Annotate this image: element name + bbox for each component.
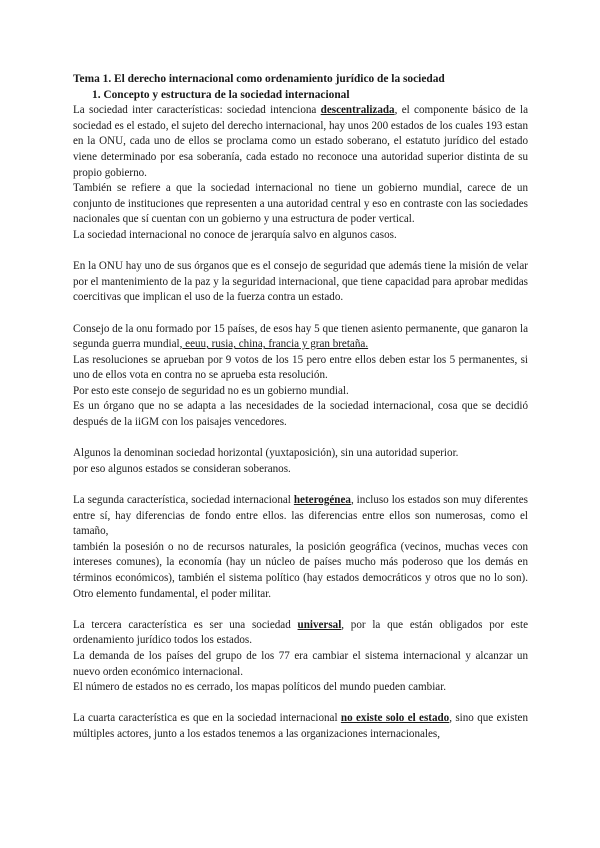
keyword-universal: universal bbox=[297, 618, 342, 631]
keyword-heterogenea: heterogénea bbox=[293, 494, 351, 507]
paragraph-universal bbox=[73, 618, 528, 649]
paragraph-gap bbox=[73, 244, 528, 260]
text-segment: La cuarta característica es que en la sociedad internacional bbox=[73, 712, 341, 725]
paragraph-consejo bbox=[73, 322, 528, 353]
text-segment: La sociedad inter características: sociedad intenciona bbox=[73, 104, 321, 117]
paragraph-gap bbox=[73, 306, 528, 322]
paragraph: En la ONU hay uno de sus órganos que es el consejo de seguridad que además tiene la misión de velar por el mantenimiento de la paz y la seguridad internacional, que tiene capacidad para aprobar medidas coercitivas que implican el uso de la fuerza contra un estado. bbox=[73, 260, 528, 304]
paragraph-heterogenea bbox=[73, 493, 528, 540]
paragraph-gap bbox=[73, 602, 528, 618]
paragraph-descentralizada bbox=[73, 103, 528, 181]
paragraph: La sociedad internacional no conoce de jerarquía salvo en algunos casos. bbox=[73, 228, 397, 241]
paragraph: Algunos la denominan sociedad horizontal (yuxtaposición), sin una autoridad superior. bbox=[73, 447, 459, 460]
paragraph: Las resoluciones se aprueban por 9 votos de los 15 pero entre ellos deben estar los 5 permanentes, si uno de ellos vota en contra no se aprueba esta resolución. bbox=[73, 353, 528, 382]
paragraph: Por esto este consejo de seguridad no es un gobierno mundial. bbox=[73, 384, 349, 397]
paragraph: También se refiere a que la sociedad internacional no tiene un gobierno mundial, carece de un conjunto de instituciones que representen a una autoridad central y eso en contraste con las sociedades nacionales que sí cuentan con un gobierno y una estructura de poder vertical. bbox=[73, 182, 528, 226]
text-segment: , el componente básico de la sociedad es el estado, el sujeto del derecho internacional, hay unos 200 estados de los cuales 193 estan en la ONU, cada uno de ellos se proclama como un estado soberano, el estatuto jurídico del estado viene determinado por esa soberanía, cada estado no reconoce una autoridad superior distinta de su propio gobierno. bbox=[73, 104, 529, 179]
keyword-descentralizada: descentralizada bbox=[320, 104, 395, 117]
text-segment: , sino que existen múltiples actores, junto a los estados tenemos a las organizaciones internacionales, bbox=[73, 712, 528, 740]
paragraph: por eso algunos estados se consideran soberanos. bbox=[73, 462, 291, 475]
paragraph-gap bbox=[73, 696, 528, 712]
paragraph-gap bbox=[73, 477, 528, 493]
paragraph: La demanda de los países del grupo de los 77 era cambiar el sistema internacional y alcanzar un nuevo orden económico internacional. bbox=[73, 649, 528, 678]
document-body bbox=[73, 72, 528, 743]
text-segment: La tercera característica es ser una sociedad bbox=[73, 618, 298, 631]
keyword-no-existe-solo-el-estado: no existe solo el estado bbox=[340, 712, 450, 725]
document-title: Tema 1. El derecho internacional como ordenamiento jurídico de la sociedad bbox=[73, 73, 445, 85]
text-segment: , por la que están obligados por este ordenamiento jurídico todos los estados. bbox=[73, 618, 528, 647]
text-segment: La segunda característica, sociedad internacional bbox=[73, 494, 294, 507]
paragraph: El número de estados no es cerrado, los mapas políticos del mundo pueden cambiar. bbox=[73, 681, 447, 694]
underlined-countries: eeuu, rusia, china, francia y gran bretaña. bbox=[182, 338, 369, 351]
text-segment: , incluso los estados son muy diferentes entre sí, hay diferencias de fondo entre ellos. las diferencias entre ellos son numerosas, como el tamaño, bbox=[73, 494, 529, 538]
section-heading: 1. Concepto y estructura de la sociedad internacional bbox=[92, 88, 350, 101]
paragraph-gap bbox=[73, 431, 528, 447]
paragraph: Es un órgano que no se adapta a las necesidades de la sociedad internacional, cosa que se decidió después de la iiGM con los paisajes vencedores. bbox=[73, 400, 528, 429]
paragraph-actores bbox=[73, 711, 528, 742]
paragraph: también la posesión o no de recursos naturales, la posición geográfica (vecinos, muchas veces con intereses comunes), la economía (hay un núcleo de países mucho más poderoso que los demás en términos económicos), también el sistema político (hay estados democráticos y otros que no lo son). Otro elemento fundamental, el poder militar. bbox=[73, 540, 528, 600]
text-segment: Consejo de la onu formado por 15 países, de esos hay 5 que tienen asiento permanente, que ganaron la segunda guerra mundial, bbox=[73, 322, 528, 351]
